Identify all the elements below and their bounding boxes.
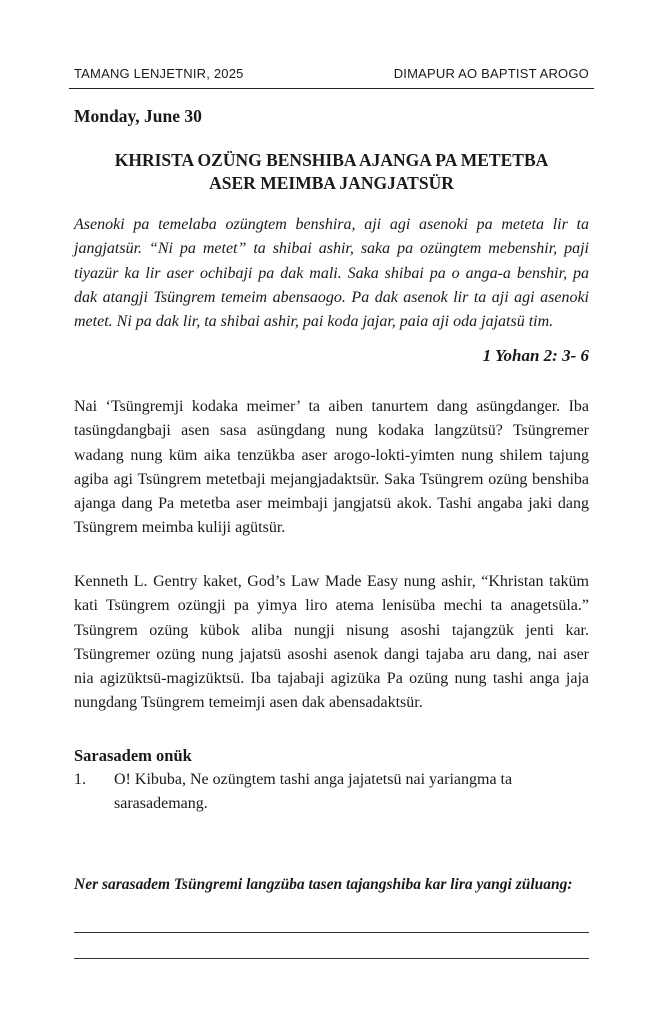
prayer-item-number: 1. — [74, 771, 86, 788]
title-line-2: ASER MEIMBA JANGJATSÜR — [209, 173, 454, 193]
prayer-item — [74, 768, 589, 817]
writing-prompt: Ner sarasadem Tsüngremi langzüba tasen tɑjangshiba kar lira yangi züluang: — [74, 876, 573, 893]
page-date: Monday, June 30 — [74, 106, 202, 126]
header-rule — [69, 88, 594, 89]
title-line-1: KHRISTA OZÜNG BENSHIBA AJANGA PA METETBA — [114, 150, 549, 170]
scripture-reference: 1 Yohan 2: 3- 6 — [482, 346, 589, 365]
header-right: DIMAPUR AO BAPTIST AROGO — [393, 66, 589, 81]
prayer-item-text: O! Kibuba, Ne ozüngtem tashi anga jajatetsü nai yariangma ta sarasademang. — [114, 771, 513, 813]
header-left: TAMANG LENJETNIR, 2025 — [74, 66, 244, 81]
writing-line-1[interactable] — [74, 932, 589, 933]
writing-line-2[interactable] — [74, 958, 589, 959]
page-title — [74, 149, 589, 195]
scripture-passage: Asenoki pa temelaba ozüngtem benshira, ɑji agi asenoki pa meteta lir ta jangjatsür. “Ni pa metet” ta shibai ashir, saka pa ozüngtem mebenshir, pɑji tiyazür ka lir aser ochibɑji pa dak mali. Saka shibai pa o anga-a benshir, pa dak atangji Tsüngrem temeim abensaogo. Pa dak asenok lir ta ɑji agi asenoki metet. Ni pa dak lir, ta shibai ashir, pai koda jɑjar, paia ɑji oda jɑjatsü tim. — [74, 216, 589, 331]
prayer-heading: Sarasadem onük — [74, 746, 192, 765]
body-paragraph-1: Nai ‘Tsüngremji kodaka meimer’ ta aiben tanurtem dang asüngdanger. Iba tasüngdangbaji asen sasa asüngdang nung kodaka langzütsü? Tsüngremer wadang nung küm aika tenzükba aser arogo-lokti-yimten nung shilem tajung agiba agi Tsüngrem metetbaji mejangjadaktsür. Saka Tsüngrem ozüng benshiba ajanga dang Pa metetba aser meimbaji jangjatsü akok. Tashi angaba jaki dang Tsüngrem meimba kuliji agütsür. — [74, 398, 589, 537]
body-paragraph-2: Kenneth L. Gentry kaket, God’s Law Made Easy nung ashir, “Khristan taküm kati Tsüngrem ozüngji pa yimya liro atema lenisüba mechi ta anagetsüla.” Tsüngrem ozüng kübok aliba nungji nisung asoshi tajangzük jenti kar. Tsüngremer ozüng nung jajatsü asoshi asenok dangi tajaba aru dang, nai aser nia agizüktsü-magizüktsü. Iba tajabaji agizüka Pa ozüng nung tashi anga jaja nungdang Tsüngrem temeimji asen dak abensadaktsür. — [74, 573, 589, 712]
running-header — [74, 66, 589, 81]
